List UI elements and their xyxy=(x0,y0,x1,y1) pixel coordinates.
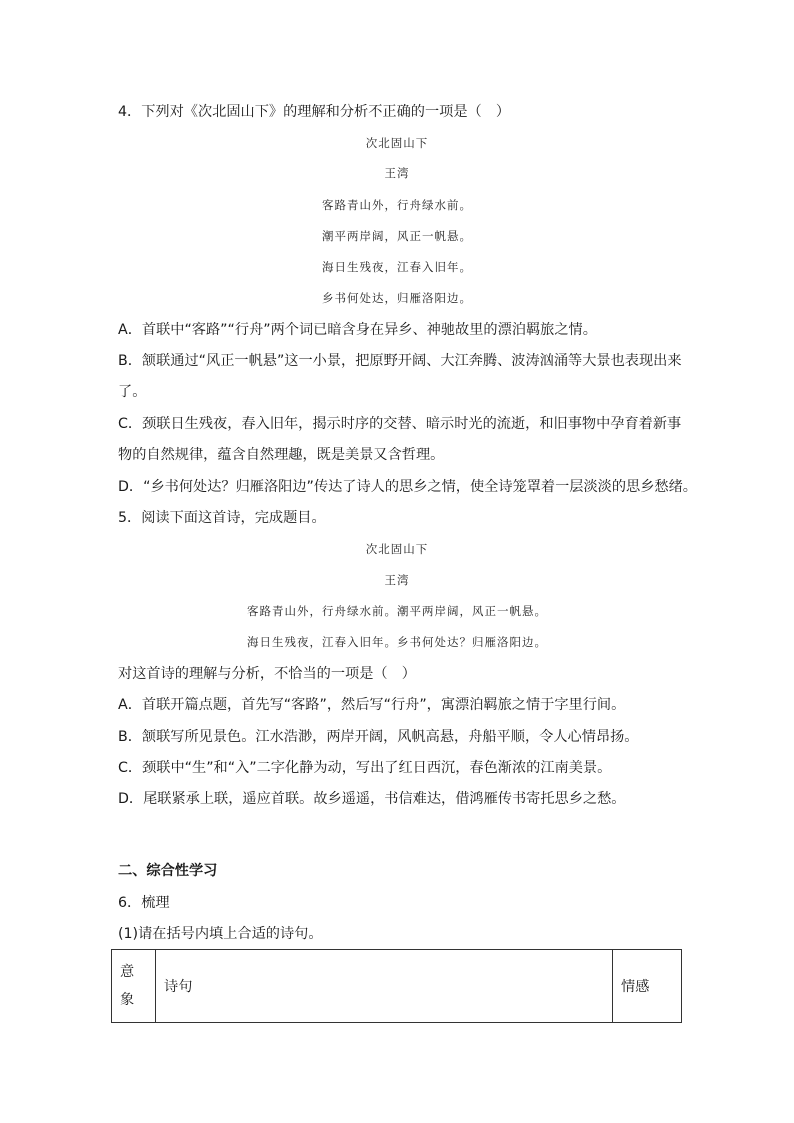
table-row xyxy=(112,950,682,1023)
q4-option-b-line2: 了。 xyxy=(118,384,147,400)
q4-option-c-line2: 物的自然规律，蕴含自然理趣，既是美景又含哲理。 xyxy=(118,447,445,463)
q4-stem: 4．下列对《次北固山下》的理解和分析不正确的一项是（ ） xyxy=(118,104,511,120)
table-header-imagery xyxy=(112,950,156,1023)
q4-poem-line: 海日生残夜，江春入旧年。 xyxy=(322,260,472,274)
q4-poem-title: 次北固山下 xyxy=(365,136,429,150)
q5-option-b: B．颔联写所见景色。江水浩渺，两岸开阔，风帆高悬，舟船平顺，令人心情昂扬。 xyxy=(118,729,639,745)
q6-title: 6．梳理 xyxy=(118,895,170,911)
poem-table xyxy=(111,949,682,1023)
q4-option-c-line1: C．颈联日生残夜，春入旧年，揭示时序的交替、暗示时光的流逝，和旧事物中孕育着新事 xyxy=(118,416,682,432)
q5-stem: 5．阅读下面这首诗，完成题目。 xyxy=(118,510,326,526)
q4-option-b-line1: B．颔联通过“风正一帆悬”这一小景，把原野开阔、大江奔腾、波涛汹涌等大景也表现出来 xyxy=(118,353,682,369)
table-header-emotion: 情感 xyxy=(613,950,682,1023)
q5-poem-line: 海日生残夜，江春入旧年。乡书何处达？归雁洛阳边。 xyxy=(247,635,547,649)
q5-option-c: C．颈联中“生”和“入”二字化静为动，写出了红日西沉，春色渐浓的江南美景。 xyxy=(118,760,612,776)
q4-poem-author: 王湾 xyxy=(384,166,410,180)
table-header-verse: 诗句 xyxy=(156,950,613,1023)
table-header-imagery-line1: 意 xyxy=(120,964,135,980)
q5-option-d: D．尾联紧承上联，遥应首联。故乡遥遥，书信难达，借鸿雁传书寄托思乡之愁。 xyxy=(118,791,626,807)
q4-poem-line: 客路青山外，行舟绿水前。 xyxy=(322,198,472,212)
q4-option-d: D．“乡书何处达？归雁洛阳边”传达了诗人的思乡之情，使全诗笼罩着一层淡淡的思乡愁绪。 xyxy=(118,479,697,495)
q4-option-a: A．首联中“客路”“行舟”两个词已暗含身在异乡、神驰故里的漂泊羁旅之情。 xyxy=(118,322,597,338)
table-header-imagery-line2: 象 xyxy=(120,992,135,1008)
q4-poem-line: 潮平两岸阔，风正一帆悬。 xyxy=(322,229,472,243)
q5-poem-line: 客路青山外，行舟绿水前。潮平两岸阔，风正一帆悬。 xyxy=(247,604,547,618)
q4-poem-line: 乡书何处达，归雁洛阳边。 xyxy=(322,291,472,305)
q6-sub1: (1)请在括号内填上合适的诗句。 xyxy=(118,926,323,942)
section-title: 二、综合性学习 xyxy=(118,863,218,879)
q5-poem-title: 次北固山下 xyxy=(365,542,429,556)
q5-question: 对这首诗的理解与分析，不恰当的一项是（ ） xyxy=(118,666,416,682)
q5-option-a: A．首联开篇点题，首先写“客路”，然后写“行舟”，寓漂泊羁旅之情于字里行间。 xyxy=(118,697,626,713)
q5-poem-author: 王湾 xyxy=(384,573,410,587)
